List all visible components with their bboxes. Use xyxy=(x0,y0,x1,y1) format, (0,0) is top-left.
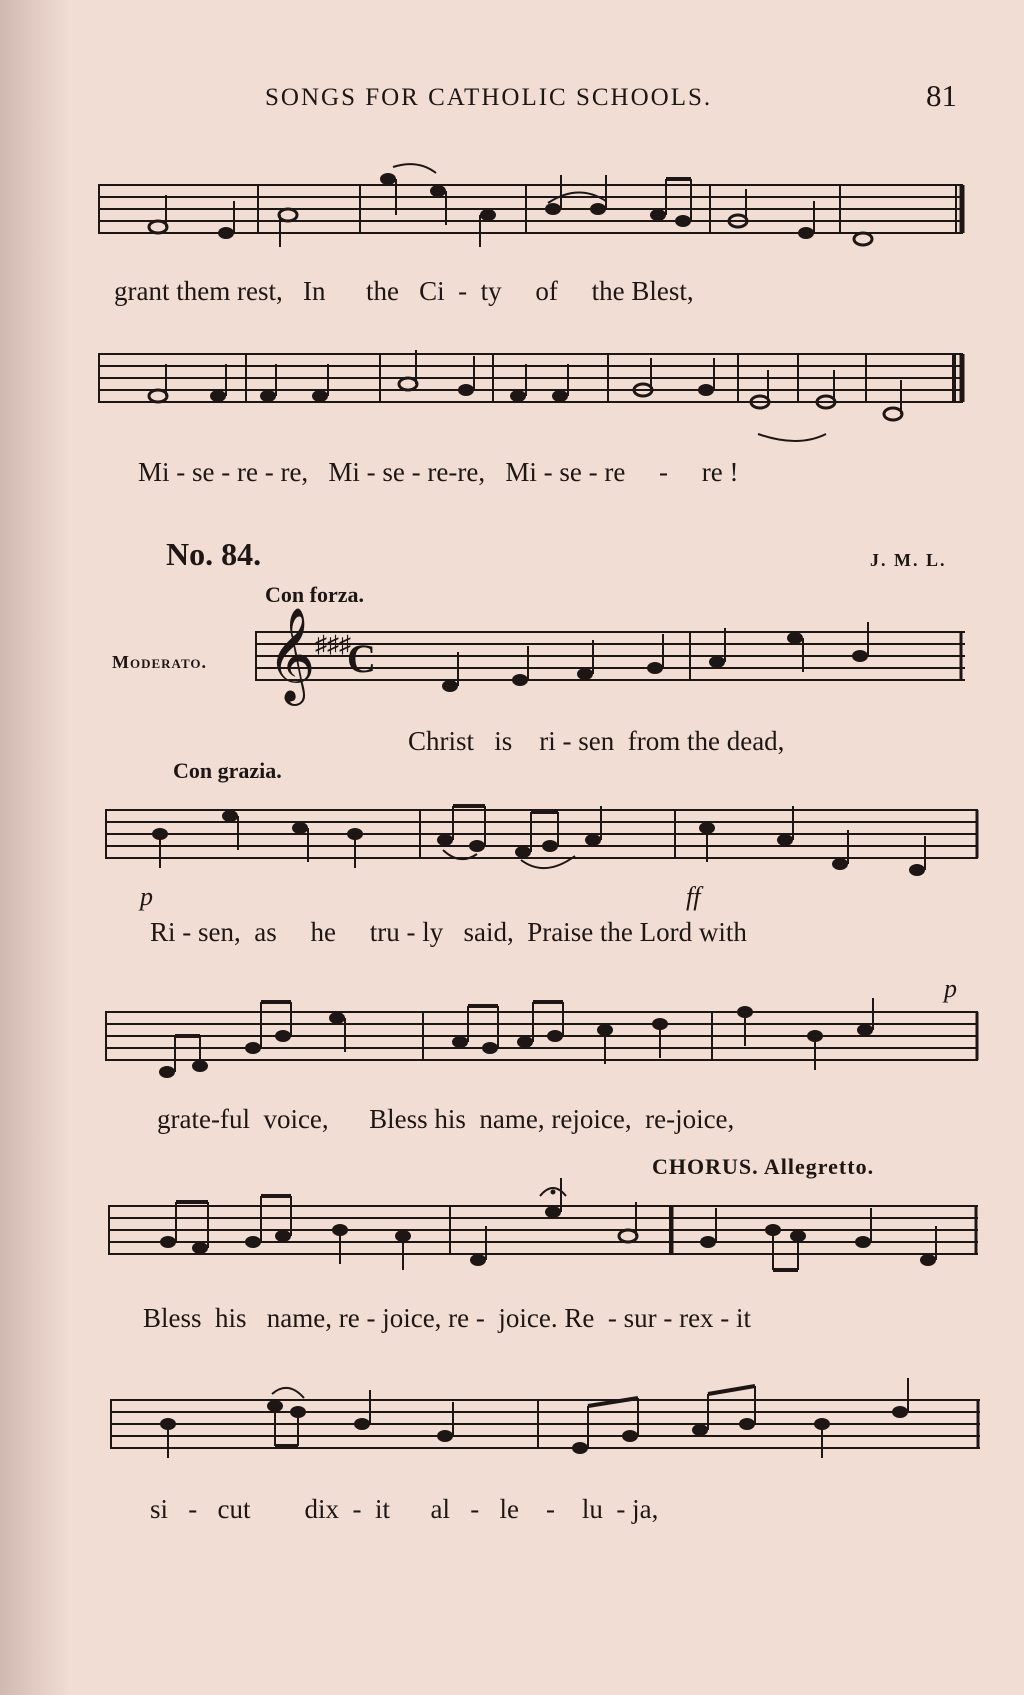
song-number: No. 84. xyxy=(166,536,262,572)
dynamic-fortissimo: ff xyxy=(686,882,701,911)
dynamic-piano-2: p xyxy=(944,974,957,1003)
staff-system-5 xyxy=(105,1002,985,1082)
composer-initials: J. M. L. xyxy=(870,550,947,570)
running-title: SONGS FOR CATHOLIC SCHOOLS. xyxy=(265,84,713,111)
svg-text:♯♯♯: ♯♯♯ xyxy=(315,632,351,658)
lyric-line-2: Mi - se - re - re, Mi - se - re-re, Mi - se - re - re ! xyxy=(138,457,739,487)
lyric-line-5: grate-ful voice, Bless his name, rejoice, re-joice, xyxy=(157,1104,735,1134)
svg-text:𝄞: 𝄞 xyxy=(267,607,316,702)
lyric-line-3: Christ is ri - sen from the dead, xyxy=(408,726,785,756)
staff-system-1 xyxy=(98,175,968,255)
svg-text:C: C xyxy=(347,636,376,681)
lyric-line-4: Ri - sen, as he tru - ly said, Praise the Lord with xyxy=(150,917,747,947)
dynamic-piano-1: p xyxy=(140,882,153,911)
page-number: 81 xyxy=(926,78,957,113)
chorus-marking: CHORUS. Allegretto. xyxy=(652,1154,875,1179)
expression-con-grazia: Con grazia. xyxy=(173,758,282,783)
staff-system-3 xyxy=(255,607,975,712)
staff-system-4 xyxy=(105,800,985,880)
tempo-marking: Moderato. xyxy=(112,652,208,672)
lyric-line-6: Bless his name, re - joice, re - joice. Re - sur - rex - it xyxy=(143,1303,752,1333)
lyric-line-1: grant them rest, In the Ci - ty of the Blest, xyxy=(114,276,694,306)
page-edge-shadow xyxy=(0,0,70,1695)
expression-con-forza: Con forza. xyxy=(265,582,364,607)
staff-system-6 xyxy=(108,1196,988,1276)
staff-system-7 xyxy=(110,1390,990,1470)
lyric-line-7: si - cut dix - it al - le - lu - ja, xyxy=(150,1494,659,1524)
staff-system-2 xyxy=(98,344,968,424)
